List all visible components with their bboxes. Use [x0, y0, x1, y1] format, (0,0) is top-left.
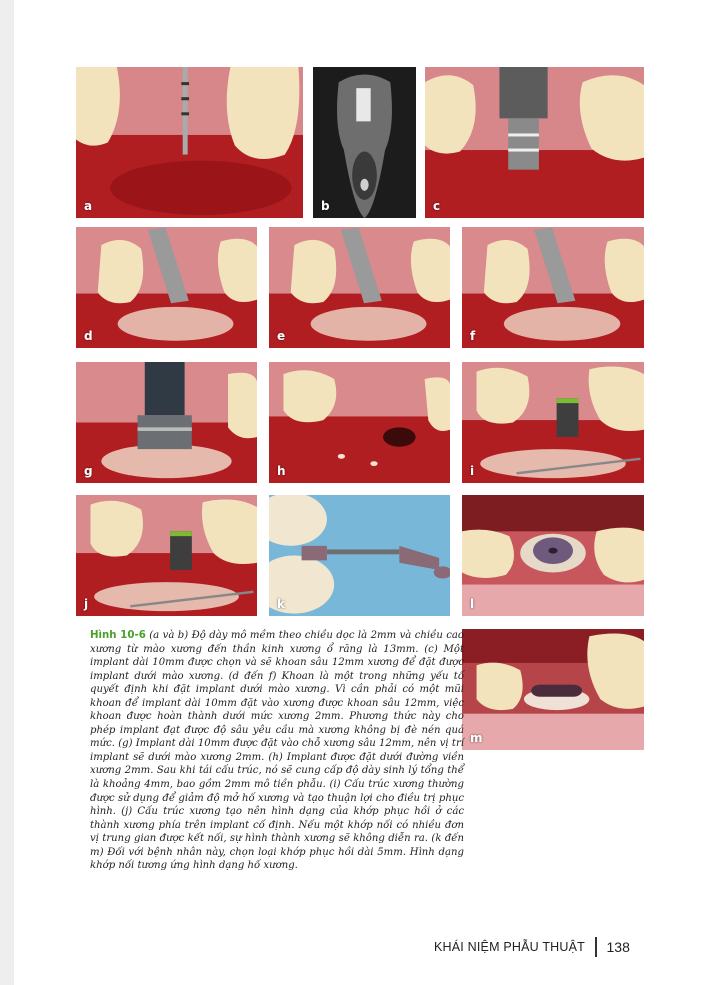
panel-label: b: [321, 199, 330, 213]
figure-panel-m: [462, 629, 644, 750]
clinical-photo: [462, 362, 644, 483]
page-footer: [434, 936, 630, 958]
figure-panel-d: [76, 227, 257, 348]
figure-panel-l: [462, 495, 644, 616]
panel-label: g: [84, 464, 93, 478]
figure-caption-text: (a và b) Độ dày mô mềm theo chiều dọc là 2mm và chiều cao xương từ mào xương đến thần kinh xương ổ răng là 13mm. (c) Một implant dài 10mm được chọn và sẽ khoan sâu 12mm xương để đặt được implant dưới mào xương. (d đến f) Khoan là một trong những yếu tố quyết định khi đặt implant dưới mào xương. Vì cần phải có một mũi khoan để implant dài 10mm đặt vào xương được khoan sâu 12mm, việc khoan được hoàn thành dưới mức xương 2mm. Phương thức này cho phép implant đạt được độ sâu yêu cầu mà xương không bị đè nén quá mức. (g) Implant dài 10mm được đặt vào chỗ xương sâu 12mm, nên vị trí implant sẽ dưới mào xương 2mm. (h) Implant được đặt dưới đường viền xương 2mm. Sau khi tái cấu trúc, nó sẽ cung cấp độ dày sinh lý tổng thể là khoảng 4mm, bao gồm 2mm mô tiền phẫu. (i) Cấu trúc xương thường được sử dụng để giảm độ mở hố xương và tạo thuận lợi cho điều trị phục hình. (j) Cấu trúc xương tạo nên hình dạng của khớp phục hồi ở các thành xương phía trên implant cố định. Nếu một khớp nối có nhiều đơn vị trung gian được kết nối, sự hình thành xương sẽ không diễn ra. (k đến m) Đối với bệnh nhân này, chọn loại khớp phục hồi dài 5mm. Hình dạng khớp nối tương ứng hình dạng hố xương.: [90, 630, 464, 872]
clinical-photo: [462, 495, 644, 616]
clinical-photo: [462, 227, 644, 348]
figure-panel-c: [425, 67, 644, 218]
panel-label: a: [84, 199, 93, 213]
page-number: 138: [606, 939, 630, 955]
figure-caption: [90, 629, 464, 873]
figure-caption-label: Hình 10-6: [90, 630, 146, 641]
figure-panel-k: [269, 495, 450, 616]
clinical-photo: [76, 362, 257, 483]
clinical-photo: [425, 67, 644, 218]
panel-label: k: [277, 597, 285, 611]
panel-label: d: [84, 329, 93, 343]
clinical-photo: [76, 67, 303, 218]
running-section-title: KHÁI NIỆM PHẪU THUẬT: [434, 940, 586, 954]
clinical-photo: [76, 227, 257, 348]
figure-panel-b: [313, 67, 416, 218]
figure-panel-j: [76, 495, 257, 616]
book-page: [14, 0, 708, 985]
panel-label: m: [470, 731, 483, 745]
figure-panel-i: [462, 362, 644, 483]
clinical-photo: [462, 629, 644, 750]
clinical-photo: [269, 495, 450, 616]
figure-panel-g: [76, 362, 257, 483]
panel-label: c: [433, 199, 441, 213]
clinical-photo: [76, 495, 257, 616]
panel-label: e: [277, 329, 286, 343]
panel-label: f: [470, 329, 476, 343]
clinical-photo: [313, 67, 416, 218]
figure-panel-e: [269, 227, 450, 348]
figure-panel-h: [269, 362, 450, 483]
panel-label: l: [470, 597, 475, 611]
panel-label: i: [470, 464, 475, 478]
figure-panel-f: [462, 227, 644, 348]
panel-label: j: [84, 597, 89, 611]
clinical-photo: [269, 227, 450, 348]
clinical-photo: [269, 362, 450, 483]
footer-divider: [595, 937, 597, 957]
panel-label: h: [277, 464, 286, 478]
figure-panel-a: [76, 67, 303, 218]
